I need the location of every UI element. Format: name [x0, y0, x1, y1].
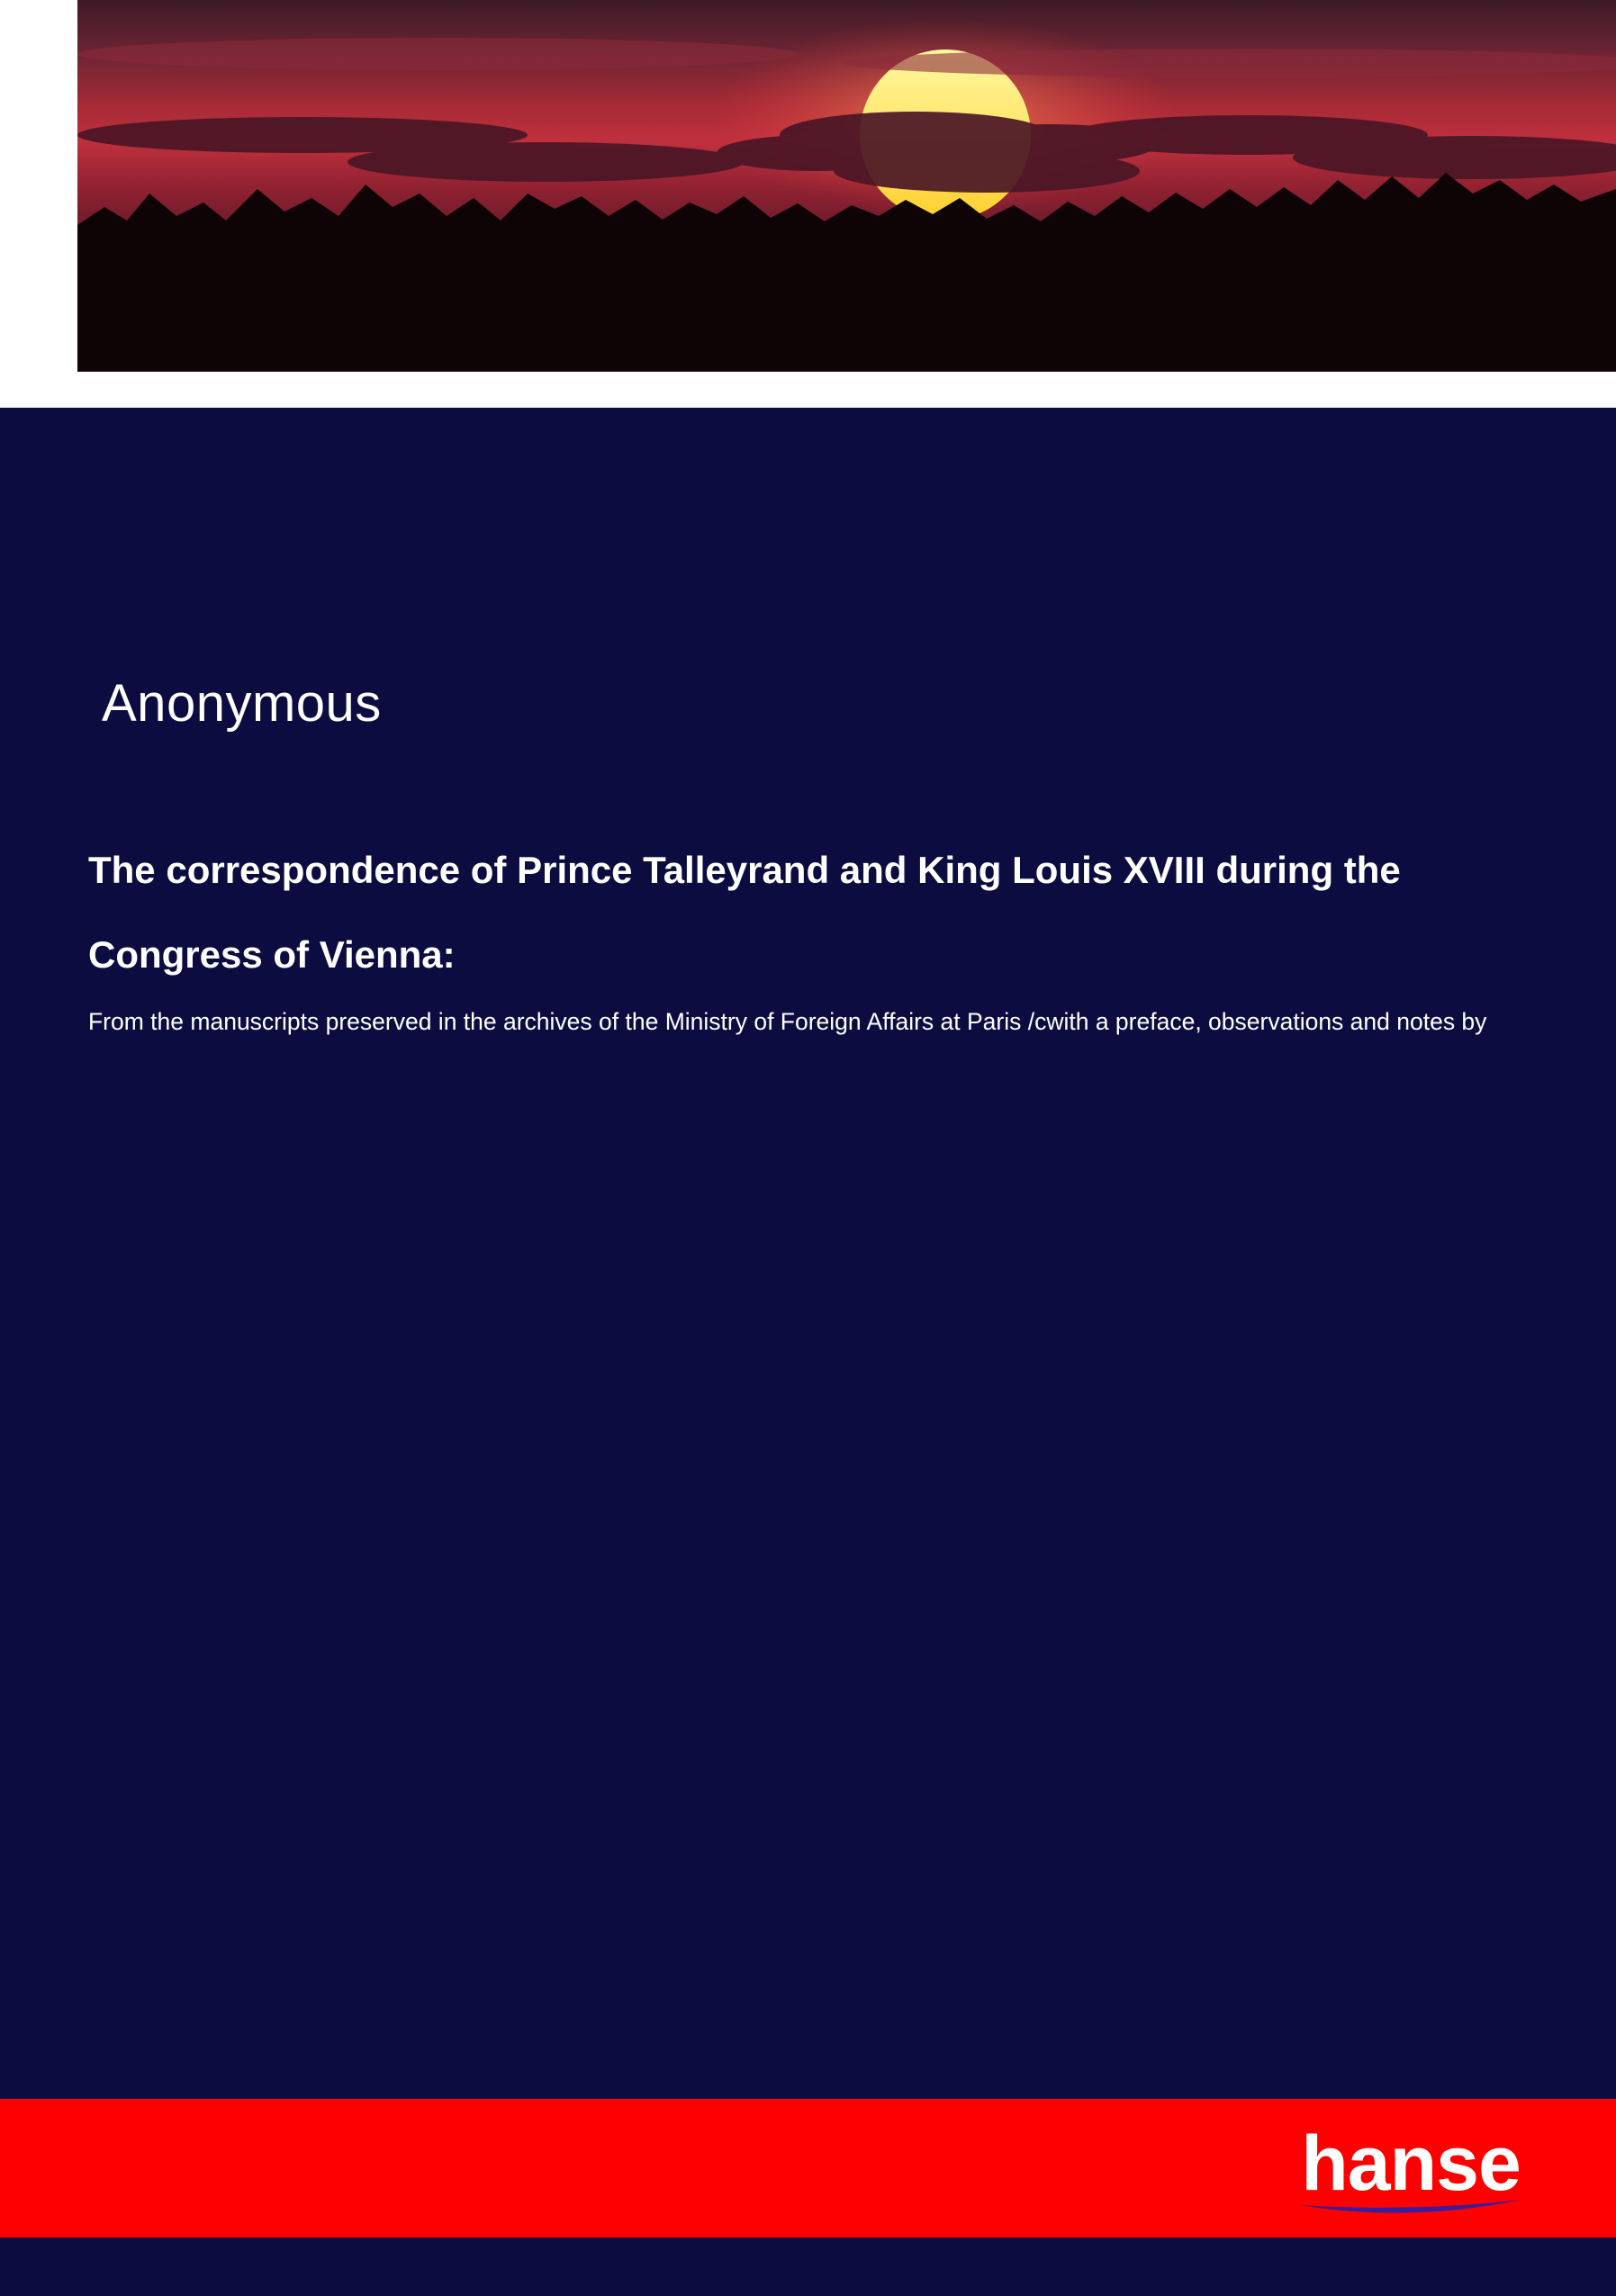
publisher-logo-text: hanse	[1301, 2120, 1521, 2207]
book-subtitle: From the manuscripts preserved in the archives of the Ministry of Foreign Affairs at Paris /cwith a preface, observations and notes by	[88, 1008, 1487, 1035]
publisher-logo	[1289, 2122, 1532, 2221]
sunset-banner-image	[77, 0, 1616, 372]
sunset-illustration	[77, 0, 1616, 372]
author-name: Anonymous	[102, 674, 382, 733]
book-title: The correspondence of Prince Talleyrand and King Louis XVIII during the Congress of Vienna:	[88, 849, 1401, 976]
